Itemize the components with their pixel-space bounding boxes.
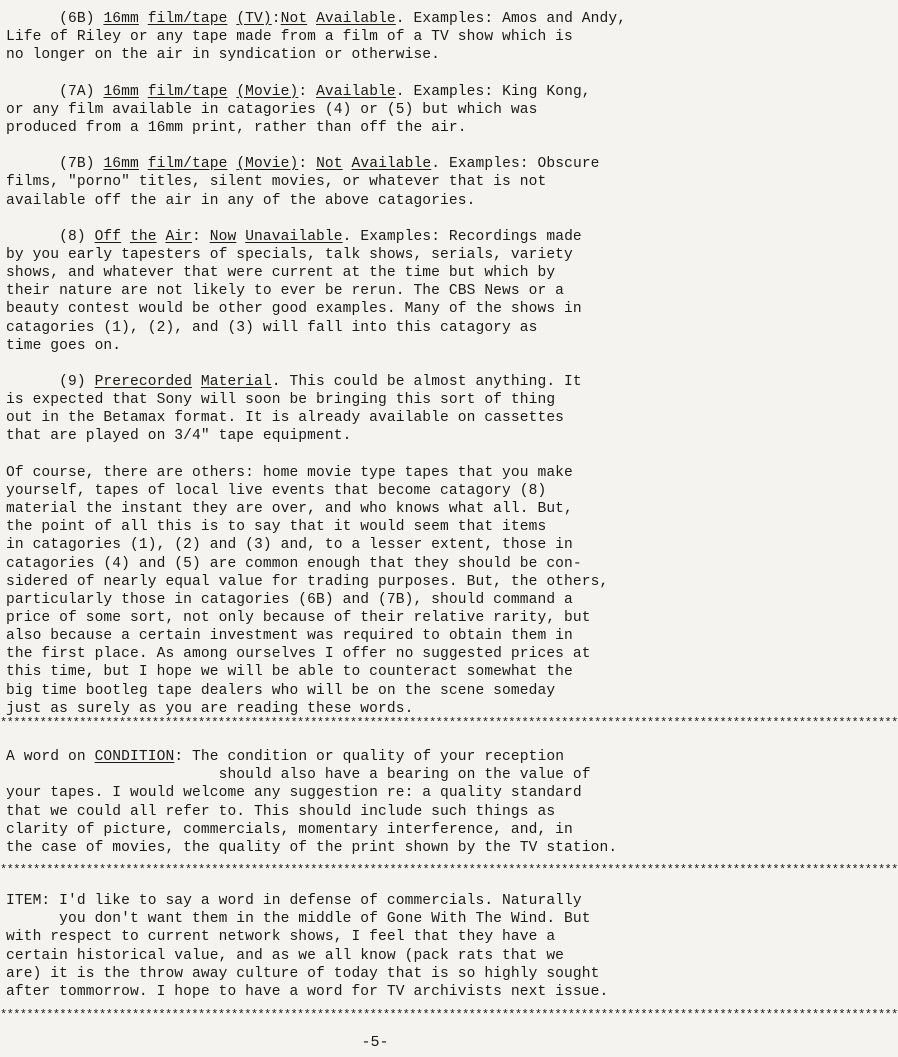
text-run: available off the air in any of the above catagories. bbox=[6, 192, 476, 209]
text-run: sidered of nearly equal value for trading purposes. But, the others, bbox=[6, 573, 609, 590]
text-line bbox=[6, 155, 750, 173]
text-run: price of some sort, not only because of their relative rarity, but bbox=[6, 609, 591, 626]
text-line bbox=[6, 928, 750, 946]
underlined-term: Available bbox=[351, 156, 432, 173]
text-run: big time bootleg tape dealers who will be on the scene someday bbox=[6, 682, 556, 699]
underlined-term: film/tape bbox=[147, 11, 228, 27]
text-line bbox=[6, 839, 750, 857]
text-run: . Examples: King Kong, bbox=[395, 83, 591, 100]
underlined-term: Off bbox=[94, 228, 122, 245]
text-run: : bbox=[298, 156, 317, 173]
text-run: the point of all this is to say that it would seem that items bbox=[6, 519, 547, 536]
underlined-term: 16mm bbox=[103, 156, 139, 173]
text-run: Life of Riley or any tape made from a film of a TV show which is bbox=[6, 29, 573, 46]
text-run bbox=[227, 11, 236, 27]
text-line bbox=[6, 101, 750, 119]
text-run: that we could all refer to. This should include such things as bbox=[6, 803, 556, 820]
text-line bbox=[6, 464, 750, 482]
text-run: or any film available in catagories (4) or (5) but which was bbox=[6, 101, 538, 118]
text-line bbox=[6, 627, 750, 645]
text-line bbox=[6, 46, 750, 64]
text-line bbox=[6, 536, 750, 554]
text-run: : bbox=[271, 11, 281, 27]
underlined-term: Available bbox=[316, 83, 396, 100]
text-line bbox=[6, 663, 750, 681]
text-run: : bbox=[298, 83, 317, 100]
text-run: (8) bbox=[6, 228, 95, 245]
underlined-term: (Movie) bbox=[236, 156, 299, 173]
text-run bbox=[121, 229, 130, 245]
text-run: . This could be almost anything. It bbox=[271, 374, 582, 390]
text-run: (6B) bbox=[6, 11, 104, 27]
star-separator: **************************************************************************************************************************************** bbox=[0, 863, 898, 877]
underlined-term: CONDITION bbox=[94, 749, 175, 765]
text-line bbox=[6, 337, 750, 355]
text-run: are) it is the throw away culture of today that is so highly sought bbox=[6, 965, 600, 982]
text-run bbox=[236, 229, 245, 245]
text-line bbox=[6, 228, 750, 246]
text-run: clarity of picture, commercials, momentary interference, and, in bbox=[6, 821, 573, 838]
text-line bbox=[6, 391, 750, 409]
text-run: : The condition or quality of your reception bbox=[174, 749, 565, 765]
text-line bbox=[6, 803, 750, 821]
text-line bbox=[6, 373, 750, 391]
text-run: after tommorrow. I hope to have a word for TV archivists next issue. bbox=[6, 984, 609, 1000]
text-run: yourself, tapes of local live events that become catagory (8) bbox=[6, 482, 547, 499]
text-line bbox=[6, 645, 750, 663]
text-run: particularly those in catagories (6B) and (7B), should command a bbox=[6, 591, 573, 608]
text-run: . Examples: Recordings made bbox=[342, 228, 582, 245]
text-run: (7B) bbox=[6, 156, 104, 173]
underlined-term: Not bbox=[316, 156, 343, 173]
text-run bbox=[343, 156, 352, 172]
text-run: you don't want them in the middle of Gone With The Wind. But bbox=[6, 911, 591, 928]
underlined-term: Material bbox=[200, 374, 272, 390]
underlined-term: 16mm bbox=[103, 83, 139, 100]
underlined-term: Unavailable bbox=[245, 228, 343, 245]
underlined-term: Not bbox=[280, 11, 308, 27]
text-line bbox=[6, 555, 750, 573]
text-line bbox=[6, 282, 750, 300]
text-line bbox=[6, 821, 750, 839]
text-line bbox=[6, 748, 750, 766]
text-run bbox=[227, 84, 236, 100]
text-run: by you early tapesters of specials, talk shows, serials, variety bbox=[6, 246, 573, 263]
text-run: no longer on the air in syndication or otherwise. bbox=[6, 47, 441, 64]
text-line bbox=[6, 766, 750, 784]
underlined-term: Prerecorded bbox=[94, 374, 193, 390]
text-line bbox=[6, 965, 750, 983]
text-run: A word on bbox=[6, 749, 95, 765]
underlined-term: 16mm bbox=[103, 11, 139, 27]
text-run bbox=[139, 156, 148, 172]
text-run: films, "porno" titles, silent movies, or whatever that is not bbox=[6, 174, 547, 191]
text-line bbox=[6, 300, 750, 318]
text-line bbox=[6, 700, 750, 718]
text-run: just as surely as you are reading these words. bbox=[6, 700, 414, 717]
text-line bbox=[6, 192, 750, 210]
text-run bbox=[139, 11, 148, 27]
text-run: catagories (1), (2), and (3) will fall into this catagory as bbox=[6, 319, 538, 336]
star-separator: **************************************************************************************************************************************** bbox=[0, 1008, 898, 1022]
text-run: (7A) bbox=[6, 83, 104, 100]
underlined-term: Now bbox=[209, 228, 237, 245]
text-run: material the instant they are over, and who knows what all. But, bbox=[6, 501, 573, 518]
text-line bbox=[6, 609, 750, 627]
text-run: also because a certain investment was required to obtain them in bbox=[6, 628, 573, 645]
text-line bbox=[6, 983, 750, 1001]
text-run: . Examples: Obscure bbox=[431, 156, 600, 173]
text-run: that are played on 3/4" tape equipment. bbox=[6, 428, 352, 445]
text-run: the case of movies, the quality of the print shown by the TV station. bbox=[6, 840, 618, 856]
text-run: should also have a bearing on the value of bbox=[6, 767, 591, 784]
text-line bbox=[6, 591, 750, 609]
text-line bbox=[6, 427, 750, 445]
text-line bbox=[6, 409, 750, 427]
underlined-term: the bbox=[130, 228, 157, 245]
text-run: ITEM: I'd like to say a word in defense of commercials. Naturally bbox=[6, 893, 582, 909]
page-number: -5- bbox=[361, 1034, 389, 1051]
text-run: their nature are not likely to ever be rerun. The CBS News or a bbox=[6, 283, 565, 300]
underlined-term: film/tape bbox=[147, 156, 228, 173]
text-run bbox=[307, 11, 316, 27]
text-line bbox=[6, 947, 750, 965]
text-run bbox=[139, 84, 148, 100]
text-line bbox=[6, 910, 750, 928]
text-run: this time, but I hope we will be able to counteract somewhat the bbox=[6, 664, 573, 681]
text-run bbox=[227, 156, 236, 172]
text-line bbox=[6, 10, 750, 28]
star-separator: **************************************************************************************************************************************** bbox=[0, 716, 898, 730]
text-run: with respect to current network shows, I feel that they have a bbox=[6, 929, 556, 946]
text-run: (9) bbox=[6, 374, 95, 390]
text-run: shows, and whatever that were current at the time but which by bbox=[6, 265, 556, 282]
text-run: produced from a 16mm print, rather than off the air. bbox=[6, 119, 467, 136]
text-line bbox=[6, 573, 750, 591]
text-run: out in the Betamax format. It is already available on cassettes bbox=[6, 410, 565, 427]
text-line bbox=[6, 784, 750, 802]
underlined-term: (TV) bbox=[236, 11, 272, 27]
text-run: beauty contest would be other good examples. Many of the shows in bbox=[6, 301, 582, 318]
text-run: your tapes. I would welcome any suggestion re: a quality standard bbox=[6, 785, 582, 802]
text-line bbox=[6, 892, 750, 910]
text-line bbox=[6, 246, 750, 264]
text-line bbox=[6, 28, 750, 46]
underlined-term: Available bbox=[316, 11, 396, 27]
text-run: certain historical value, and as we all know (pack rats that we bbox=[6, 947, 565, 964]
text-line bbox=[6, 119, 750, 137]
text-run: the first place. As among ourselves I offer no suggested prices at bbox=[6, 646, 591, 663]
underlined-term: film/tape bbox=[147, 83, 228, 100]
text-line bbox=[6, 173, 750, 191]
text-run bbox=[192, 374, 201, 390]
text-run: is expected that Sony will soon be bringing this sort of thing bbox=[6, 392, 556, 409]
text-run: : bbox=[192, 228, 210, 245]
text-run: catagories (4) and (5) are common enough that they should be con- bbox=[6, 555, 582, 572]
text-run: time goes on. bbox=[6, 337, 122, 354]
text-line bbox=[6, 482, 750, 500]
text-line bbox=[6, 500, 750, 518]
underlined-term: (Movie) bbox=[236, 83, 299, 100]
text-line bbox=[6, 264, 750, 282]
text-line bbox=[6, 83, 750, 101]
text-line bbox=[6, 518, 750, 536]
text-line bbox=[6, 682, 750, 700]
text-run: in catagories (1), (2) and (3) and, to a lesser extent, those in bbox=[6, 537, 573, 554]
text-run: . Examples: Amos and Andy, bbox=[395, 11, 627, 27]
underlined-term: Air bbox=[165, 228, 193, 245]
text-line bbox=[6, 319, 750, 337]
text-run: Of course, there are others: home movie type tapes that you make bbox=[6, 464, 573, 481]
